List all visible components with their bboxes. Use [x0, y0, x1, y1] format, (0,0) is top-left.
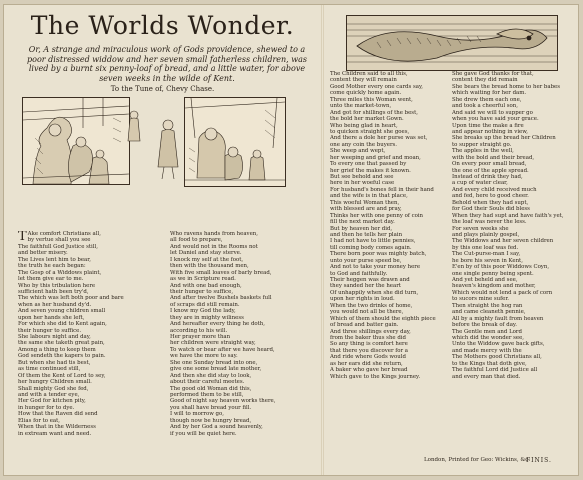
column-line: She bears the bread home to her babes: [452, 83, 560, 90]
column-line: you would not all be there,: [330, 309, 404, 316]
column-line: She breaks up the bread her Children: [452, 135, 556, 142]
page-fold: [321, 5, 324, 475]
column-line: For seven weeks she: [452, 225, 509, 232]
column-line: The Children said to all this,: [330, 71, 408, 77]
column-line: There born poor was mighty batch,: [330, 251, 427, 258]
column-line: I will to morrow go,: [170, 411, 224, 418]
column-line: The which was left both poor and bare: [18, 295, 124, 302]
column-line: And there a dole her purse was set,: [330, 135, 428, 142]
column-line: upon her hands she left,: [18, 314, 85, 321]
column-line: And said we will to supper go: [452, 109, 533, 116]
column-line: God sendeth the kapers to pain.: [18, 353, 106, 360]
column-line: to God and faithfully.: [330, 270, 388, 277]
column-line: Which gave to the Kings journey.: [330, 373, 421, 380]
column-line: She gave God thanks for that,: [452, 71, 534, 77]
column-line: with the bold and their bread,: [452, 154, 535, 161]
column-line: And not to take your money here: [330, 264, 421, 271]
column-line: Who ravens hands from heaven,: [170, 231, 258, 237]
column-line: Unto the Widdow gave back gifts,: [452, 341, 545, 348]
column-line: For which she did to Kent again,: [18, 321, 107, 328]
column-line: And seven young children small: [18, 308, 106, 315]
column-line: to sucors mine sufer.: [452, 296, 510, 303]
column-line: When the two drinks of home,: [330, 302, 413, 309]
column-line: and every man that died.: [452, 373, 521, 380]
column-line: And would not in the Rooms not: [170, 243, 258, 250]
column-line: Three miles this Woman went,: [330, 96, 413, 103]
column-3: [330, 71, 448, 455]
printer-imprint: London, Printed for Geo: Wickins, &c.: [424, 457, 531, 463]
column-line: in extream want and need.: [18, 430, 92, 437]
column-line: To watch or bear after we have heard,: [170, 346, 275, 353]
column-line: their hunger to suffice.: [18, 327, 82, 334]
column-line: Good of night say heaven works there,: [170, 398, 276, 405]
column-2: [170, 231, 316, 455]
column-line: Who being glad in heart,: [330, 122, 398, 129]
column-line: unto your purse speed be,: [330, 257, 402, 264]
column-line: Of unhappily when she did turn,: [330, 289, 419, 296]
column-line: When that in the Wilderness: [18, 424, 96, 431]
column-line: to the Kings that doth give,: [452, 360, 527, 367]
column-line: come quickly home again.: [330, 90, 402, 97]
column-line: Instead of drink they had,: [452, 174, 523, 180]
column-line: I had not have to little pennies,: [330, 238, 416, 245]
column-line: Then straight the hog ran: [452, 302, 523, 309]
column-line: The Gentle men and Lord: [452, 328, 522, 335]
column-line: And by her God a sound heavenly,: [170, 424, 263, 431]
column-line: To every one that passed by: [330, 161, 407, 168]
column-line: And ride where Gods would: [330, 354, 406, 361]
column-line: to supper straight go.: [452, 141, 512, 148]
column-line: I knock my self at the foot,: [170, 256, 244, 263]
column-line: Behold when they had supt,: [452, 199, 529, 206]
column-line: let Daniel and stay sterve.: [170, 250, 242, 257]
column-line: content they will remain: [330, 77, 397, 84]
column-line: and came cleaneth pennie,: [452, 309, 526, 316]
column-line: The Widdows and her seven children: [452, 238, 554, 245]
woodcut-figures: [108, 101, 188, 183]
column-line: The Mothers good Christians all,: [452, 354, 542, 361]
column-line: you shall have bread your fill.: [170, 404, 252, 411]
column-line: the bold her market Gown.: [330, 116, 404, 123]
column-line: The Cut-purse-man I say,: [452, 251, 521, 258]
broadside-sheet: [3, 4, 579, 476]
column-line: Shall mighty God she fed,: [18, 385, 89, 392]
column-line: fill the next market day.: [330, 219, 395, 226]
column-line: heaven's kingdom and mother,: [452, 283, 536, 290]
column-line: Her God for kitchen pity,: [18, 398, 86, 405]
column-line: the truth he each began:: [18, 263, 86, 270]
column-line: Elias for to eat,: [18, 417, 61, 424]
column-line: The faithful Lord did Justice all: [452, 367, 538, 374]
column-line: The apples in the well,: [452, 148, 514, 155]
column-line: as time continued still,: [18, 366, 81, 373]
column-line: performed them to be still,: [170, 391, 244, 398]
column-line: for God their Souls did bless: [452, 206, 530, 213]
column-line: with blessed are and pray,: [330, 206, 402, 213]
column-line: let them give ear to me.: [18, 276, 84, 283]
column-line: She weep and wept,: [330, 148, 386, 155]
column-line: the one of the apple spread.: [452, 167, 529, 174]
column-line: of bread and batter gain.: [330, 322, 399, 329]
column-line: But when she had tis best,: [18, 359, 91, 366]
column-line: This woeful Woman then,: [330, 199, 400, 206]
column-line: according to his will.: [170, 327, 228, 334]
column-line: T Ake comfort Christians all,: [18, 231, 101, 244]
column-line: about their careful meetes.: [170, 379, 245, 386]
column-line: content they did remain: [452, 77, 518, 84]
column-line: and made mercy with the: [452, 347, 522, 354]
drop-capital: T: [18, 231, 27, 244]
column-line: then with the thousand men,: [170, 263, 249, 270]
column-line: When they had supt and have faith's yet,: [452, 212, 564, 219]
column-line: in hunger for to dye.: [18, 404, 75, 411]
column-line: which did the wonder see,: [452, 334, 525, 341]
column-line: her grief the makes it known.: [330, 167, 411, 174]
column-line: though now be hungry bread,: [170, 417, 252, 424]
column-line: her weeping and grief and moan,: [330, 154, 421, 161]
column-line: a cup of water clear,: [452, 180, 508, 187]
column-line: till coming body comes again.: [330, 244, 412, 251]
ballad-subtitle: Or, A strange and miraculous work of Gods providence, shewed to a poor distressed widdow and her seven small fatherless children, was lived by a burnt six penny-loaf of bread, and a little water, for above seven weeks in the wilde of Kent.: [27, 45, 307, 83]
column-line: But by heaven her did,: [330, 225, 393, 232]
column-line: But see behold and see: [330, 174, 394, 180]
column-4: [452, 71, 574, 455]
column-line: The good old Woman did this,: [170, 385, 252, 392]
ballad-title: The Worlds Wonder.: [30, 11, 295, 40]
column-line: Her prayer more than: [170, 334, 231, 340]
column-line: The faithfull God Justice still,: [18, 243, 98, 250]
column-line: we have the more to say.: [170, 353, 238, 360]
column-line: he bore his seven in Kent,: [452, 257, 523, 264]
column-line: And got for shillings of the best,: [330, 109, 418, 116]
column-line: sufficient hath been try'd,: [18, 288, 89, 295]
column-line: their hunger to suffice,: [170, 288, 234, 295]
column-line: the same she taketh great pain,: [18, 340, 105, 347]
column-line: they sanded her the heart: [330, 283, 401, 290]
column-line: Who by this tribulation here: [18, 282, 96, 289]
column-line: and the wife is in that place,: [330, 193, 408, 200]
column-line: So any thing is comfort here: [330, 341, 408, 348]
column-line: Thinks her with one penny of coin: [330, 212, 424, 219]
column-line: by vertue shall you see: [27, 237, 91, 244]
column-line: On every poor small bread,: [452, 161, 527, 168]
column-line: one any coin the buyers.: [330, 141, 397, 148]
column-line: her children were straight way,: [170, 340, 256, 347]
column-line: I know my God the lady,: [170, 308, 236, 315]
column-line: All by a mighty fault from heaven: [452, 315, 544, 322]
column-line: before the break of day.: [452, 322, 517, 329]
tune-line: To the Tune of, Chevy Chase.: [110, 85, 215, 93]
column-line: The Lives lent him to bear,: [18, 256, 91, 263]
woodcut-fish-banner: [346, 15, 558, 71]
column-1: [18, 231, 166, 455]
column-line: one single penny being spent.: [452, 270, 534, 277]
column-line: A baker who gave her bread: [330, 367, 408, 374]
column-line: all food to prepare,: [170, 237, 223, 244]
column-line: Good Mother every one cards say,: [330, 83, 423, 90]
column-line: to quicken straight she goes,: [330, 128, 410, 135]
column-line: unto the market-town,: [330, 103, 392, 110]
column-line: Among a thing to keep them: [18, 346, 96, 353]
column-line: and plays plainly gospel,: [452, 231, 520, 238]
column-line: and fed, here to good cheer.: [452, 193, 529, 200]
column-line: And after twelve Bushels baskets full: [170, 295, 272, 302]
column-line: as we in Scripture read.: [170, 276, 236, 283]
column-line: And then she did stay to look,: [170, 372, 252, 379]
column-line: of scraps did still remain.: [170, 301, 240, 308]
column-line: And with one bad enough,: [170, 282, 242, 289]
column-line: as her ears did she return,: [330, 360, 403, 367]
column-line: And every child received much: [452, 186, 537, 193]
column-line: when you have said your grace.: [452, 116, 539, 123]
column-line: when as her husband dy'd.: [18, 301, 92, 308]
column-line: How that the Raven did send: [18, 411, 98, 418]
column-line: The Gosp of a Widdows plaint,: [18, 269, 102, 276]
column-line: Their heggen was drawn and: [330, 277, 410, 283]
column-line: and appear nothing in view,: [452, 128, 528, 135]
column-line: She drew them each one,: [452, 96, 522, 103]
woodcut-interior: [184, 97, 286, 187]
column-line: She one Sunday bread into one,: [170, 359, 258, 366]
column-line: With five small loaves of barly bread,: [170, 269, 272, 276]
column-line: give one some bread late mother,: [170, 366, 262, 373]
column-line: from the baker thus she did: [330, 334, 406, 341]
column-line: and took a cheerful son,: [452, 103, 518, 110]
column-line: She labours night and day,: [18, 334, 91, 340]
column-line: which waiting for her dam.: [452, 90, 527, 97]
column-line: and then he tells her plain: [330, 231, 403, 238]
column-line: Of them the Kent of Lord to sey,: [18, 372, 106, 379]
column-line: E'en by of this poor Widdows Coyn,: [452, 264, 550, 271]
column-line: Which of them should the eighth piece: [330, 315, 436, 322]
column-line: that there you discover for a: [330, 347, 408, 354]
column-line: here in her woeful case: [330, 180, 395, 187]
column-line: and better misery.: [18, 250, 68, 257]
column-line: and with a tender eye,: [18, 391, 80, 398]
column-line: Which would not lend a pack of corn: [452, 289, 553, 296]
column-line: And hereafter every thing he doth,: [170, 321, 265, 328]
column-line: her hungry Children small.: [18, 379, 92, 386]
column-line: And yet beheld and see,: [452, 277, 518, 283]
column-line: upon her rights in loud.: [330, 296, 395, 303]
column-line: the loaf was never the less.: [452, 219, 527, 226]
column-line: by this one loaf was fed.: [452, 244, 519, 251]
column-line: they are in mighty wiliness: [170, 314, 244, 321]
column-line: if you will be quiet here.: [170, 430, 237, 437]
column-line: And three shillings every day,: [330, 328, 411, 335]
column-line: For husband's bones fell in their hand: [330, 186, 434, 193]
column-line: Upon time the make a fire: [452, 122, 524, 129]
finis-mark: FINIS.: [526, 457, 552, 464]
